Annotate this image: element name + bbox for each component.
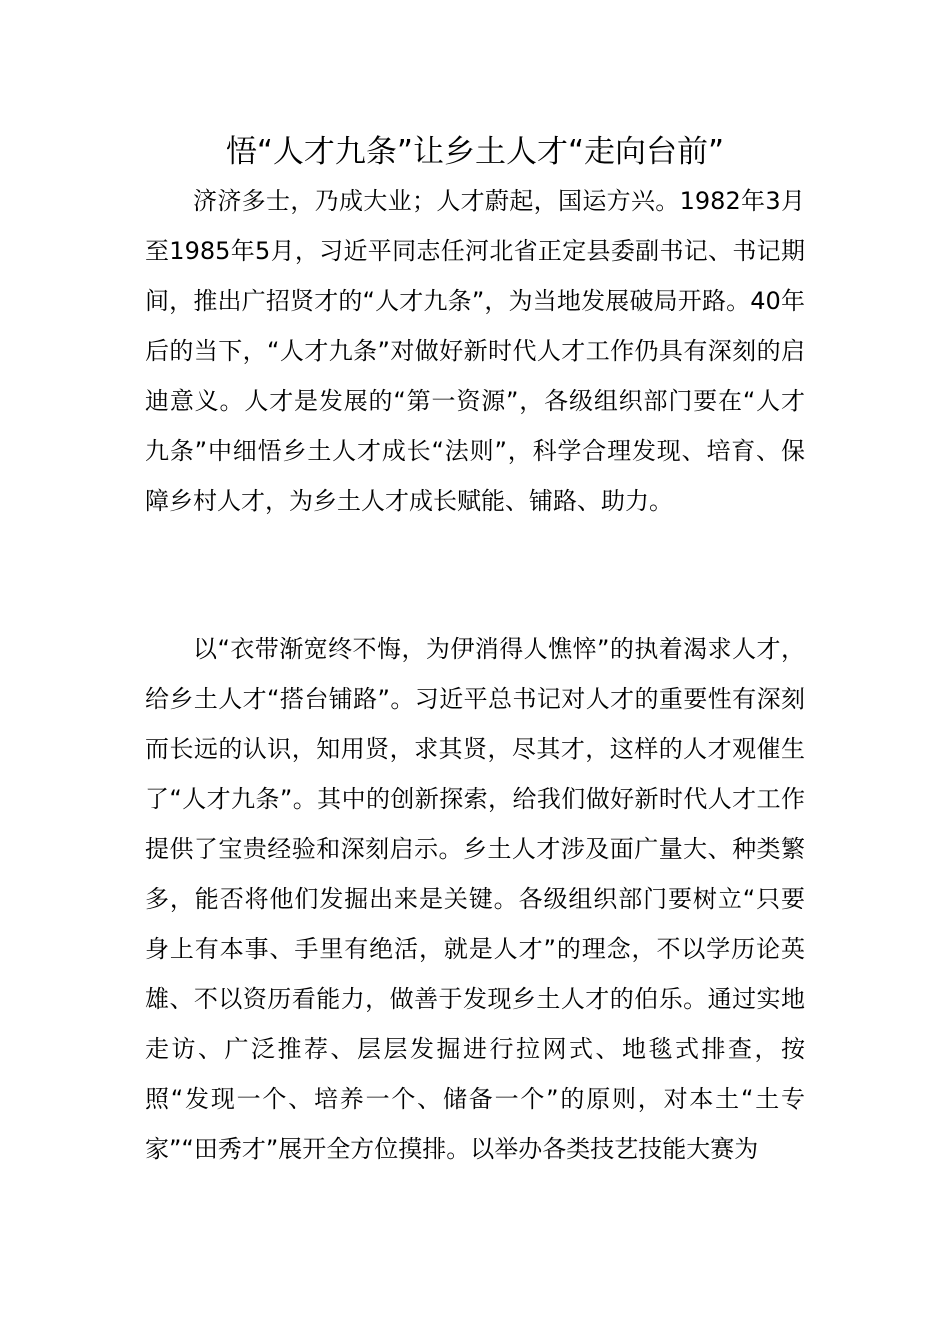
paragraph-2: 以“衣带渐宽终不悔，为伊消得人憔悴”的执着渴求人才，给乡土人才“搭台铺路”。习近平总书记对人才的重要性有深刻而长远的认识，知用贤，求其贤，尽其才，这样的人才观催生了“人才九条”。其中的创新探索，给我们做好新时代人才工作提供了宝贵经验和深刻启示。乡土人才涉及面广量大、种类繁多，能否将他们发掘出来是关键。各级组织部门要树立“只要身上有本事、手里有绝活，就是人才”的理念，不以学历论英雄、不以资历看能力，做善于发现乡土人才的伯乐。通过实地走访、广泛推荐、层层发掘进行拉网式、地毯式排查，按照“发现一个、培养一个、储备一个”的原则，对本土“土专家”“田秀才”展开全方位摸排。以举办各类技艺技能大赛为 <box>145 635 805 1163</box>
paragraph-1: 济济多士，乃成大业；人才蔚起，国运方兴。1982年3月至1985年5月，习近平同志任河北省正定县委副书记、书记期间，推出广招贤才的“人才九条”，为当地发展破局开路。40年后的当下，“人才九条”对做好新时代人才工作仍具有深刻的启迪意义。人才是发展的“第一资源”，各级组织部门要在“人才九条”中细悟乡土人才成长“法则”，科学合理发现、培育、保障乡村人才，为乡土人才成长赋能、铺路、助力。 <box>145 187 805 515</box>
document-title: 悟“人才九条”让乡土人才“走向台前” <box>225 134 725 170</box>
